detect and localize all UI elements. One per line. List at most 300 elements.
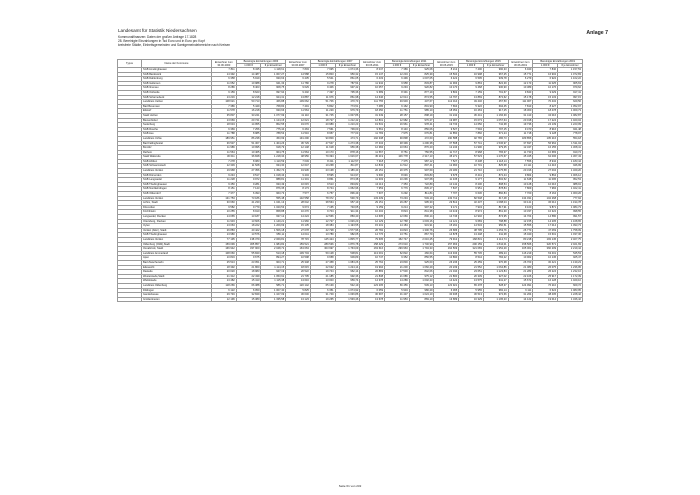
cell-name: Landkreis Verden [142, 237, 212, 242]
cell-value: 9 278 [310, 81, 335, 86]
cell-value: 305 857 [236, 242, 261, 247]
cell-value: 1 088,04 [483, 201, 508, 206]
cell-value: 1 236,95 [558, 265, 583, 270]
cell-value: 911,38 [483, 233, 508, 238]
cell-value: 36 848 [236, 155, 261, 160]
cell-value: 191 290 [286, 136, 311, 141]
cell-value: 158 429 [360, 242, 385, 247]
cell-value: 1 077,99 [261, 113, 286, 118]
cell-value: 9 779 [236, 205, 261, 210]
cell-value: 11 648 [508, 178, 533, 183]
cell-value: 20 020 [212, 270, 237, 275]
cell-value: 21 086 [385, 274, 410, 279]
col-header-einzahlungen-label: Bereinigte Einzahlungen [243, 60, 272, 63]
cell-name: SGB Oldendorf [142, 192, 212, 197]
cell-value: 962,14 [335, 270, 360, 275]
cell-value: 874,38 [335, 178, 360, 183]
cell-value: 11 095 [533, 178, 558, 183]
cell-value: 7 860 [459, 132, 484, 137]
cell-value: 997,15 [558, 95, 583, 100]
cell-value: 11 730 [508, 150, 533, 155]
cell-value: 6 358 [212, 77, 237, 82]
cell-value: 163 616 [360, 247, 385, 252]
col-header-einwohner-date: 30.06.2007 [291, 63, 305, 67]
cell-value: 10 465 [236, 150, 261, 155]
cell-value: 472,60 [409, 136, 434, 141]
cell-value: 14 746 [434, 215, 459, 220]
cell-value: 158 566 [508, 242, 533, 247]
cell-value: 20 741 [236, 118, 261, 123]
cell-value: 10 016 [533, 182, 558, 187]
cell-value: 1 329,20 [558, 169, 583, 174]
cell-value: 78 372 [310, 196, 335, 201]
cell-value: 26 703 [508, 260, 533, 265]
cell-value: 1 172,39 [558, 274, 583, 279]
cell-value: 57 523 [459, 155, 484, 160]
cell-value: 1 194,78 [558, 201, 583, 206]
col-header-typ: Typus [118, 60, 142, 68]
cell-value: 65 139 [310, 283, 335, 288]
table-row [118, 297, 583, 302]
cell-value: 985,10 [409, 109, 434, 114]
cell-value: 1 758,09 [558, 228, 583, 233]
cell-value: 104 268 [533, 196, 558, 201]
cell-value: 876,35 [261, 187, 286, 192]
cell-value: 21 800 [434, 274, 459, 279]
cell-name: Landkreis Verden [142, 169, 212, 174]
cell-value: 878,84 [483, 187, 508, 192]
cell-value: 798,88 [483, 219, 508, 224]
cell-name: SGB Schwarmstedt [142, 164, 212, 169]
cell-value: 11 990 [459, 146, 484, 151]
cell-value: 7 490 [459, 68, 484, 73]
cell-value: 23 830 [385, 260, 410, 265]
cell-value: 14 065 [212, 215, 237, 220]
cell-value: 66 456 [385, 283, 410, 288]
cell-value: 1 209,69 [261, 224, 286, 229]
cell-value: 1 195,23 [483, 297, 508, 302]
cell-name: SGB Thedinghausen [142, 233, 212, 238]
cell-value: 11 228 [212, 178, 237, 183]
cell-value: 8 438 [459, 159, 484, 164]
cell-value: 8 151 [212, 187, 237, 192]
cell-value: 45 345 [508, 155, 533, 160]
cell-value: 13 669 [212, 118, 237, 123]
cell-value: 11 564 [286, 150, 311, 155]
cell-value: 888,81 [261, 178, 286, 183]
cell-value: 29 749 [212, 293, 237, 298]
cell-name: Landkreis Oldenburg [142, 283, 212, 288]
cell-value: 10 701 [459, 164, 484, 169]
cell-value: 20 316 [508, 169, 533, 174]
cell-value: 1 183,44 [558, 159, 583, 164]
cell-value: 8 286 [212, 86, 237, 91]
cell-value: 9 527 [434, 127, 459, 132]
cell-value: 1 157,53 [558, 68, 583, 73]
cell-value: 19 531 [360, 123, 385, 128]
cell-value: 113 001 [360, 251, 385, 256]
cell-value: 11 652 [212, 81, 237, 86]
cell-value: 164 509 [434, 247, 459, 252]
cell-value: 10 962 [508, 256, 533, 261]
cell-value: 38 564 [310, 201, 335, 206]
cell-value: 8 595 [310, 173, 335, 178]
col-header-pk: € je Einwohner [558, 64, 583, 68]
cell-value: 10 255 [212, 210, 237, 215]
cell-value: 925,08 [409, 68, 434, 73]
col-header-einwohner [360, 60, 385, 68]
cell-value: 20 989 [310, 123, 335, 128]
cell-value: 1 270,67 [483, 155, 508, 160]
cell-value: 784,22 [483, 256, 508, 261]
col-header-einwohner-label: Einwohner zum [289, 60, 307, 64]
cell-value: 1 805,77 [335, 237, 360, 242]
cell-value: 872,62 [483, 95, 508, 100]
table-header-row [118, 60, 583, 64]
cell-value: 1 453,76 [483, 228, 508, 233]
cell-value: 1 003,16 [409, 219, 434, 224]
cell-name: SGB Amelinghausen [142, 68, 212, 73]
cell-value: 159 521 [286, 242, 311, 247]
cell-value: 11 516 [286, 132, 311, 137]
subtitle-line: 28. Bereinigte Einzahlungen in Tsd Euro und in Euro pro Kopf [118, 38, 205, 43]
cell-value: 982,14 [483, 288, 508, 293]
cell-value: 31 349 [360, 113, 385, 118]
cell-value: 1 193,55 [335, 224, 360, 229]
cell-value: 6 624 [533, 288, 558, 293]
document-header [118, 28, 578, 47]
cell-value: 55 745 [459, 251, 484, 256]
cell-value: 166 942 [212, 247, 237, 252]
cell-value: 950,32 [335, 72, 360, 77]
cell-value: 972,66 [483, 293, 508, 298]
cell-value: 2 048,72 [261, 247, 286, 252]
cell-value: 1 007,27 [261, 72, 286, 77]
cell-value: 7 700 [508, 192, 533, 197]
cell-value: 8 391 [385, 90, 410, 95]
col-header-einzahlungen [459, 60, 508, 64]
col-header-einwohner-label: Einwohner zum [363, 60, 382, 64]
cell-value: 14 878 [434, 233, 459, 238]
cell-value: 10 598 [286, 256, 311, 261]
cell-value: 12 621 [286, 118, 311, 123]
cell-value: 927,02 [483, 274, 508, 279]
cell-value: 48 956 [286, 155, 311, 160]
cell-value: 14 534 [459, 224, 484, 229]
cell-value: 18 450 [360, 109, 385, 114]
cell-value: 79 394 [310, 155, 335, 160]
cell-value: 10 015 [286, 182, 311, 187]
cell-value: 13 887 [286, 95, 311, 100]
cell-value: 11 993 [434, 81, 459, 86]
cell-value: 10 419 [434, 210, 459, 215]
cell-value: 18 392 [212, 265, 237, 270]
cell-value: 8 211 [310, 159, 335, 164]
cell-value: 23 138 [310, 169, 335, 174]
cell-value: 8 544 [459, 256, 484, 261]
cell-value: 5 825 [286, 288, 311, 293]
cell-value: 920,82 [409, 86, 434, 91]
cell-value: 1 112,57 [335, 159, 360, 164]
cell-value: 1 083,26 [335, 260, 360, 265]
cell-value: 9 352 [385, 256, 410, 261]
cell-value: 21 044 [434, 270, 459, 275]
cell-value: 7 811 [212, 68, 237, 73]
cell-value: 1 006,12 [558, 173, 583, 178]
cell-value: 123 921 [434, 283, 459, 288]
cell-value: 24 139 [533, 123, 558, 128]
cell-value: 12 204 [385, 72, 410, 77]
cell-value: 897,41 [409, 164, 434, 169]
cell-name: Großenkneten [142, 297, 212, 302]
cell-value: 22 439 [236, 274, 261, 279]
page-number: Seite 61 von 232 [338, 484, 362, 488]
cell-value: 13 869 [459, 95, 484, 100]
cell-value: 14 588 [286, 72, 311, 77]
cell-value: 7 975 [385, 132, 410, 137]
cell-value: 9 658 [310, 256, 335, 261]
cell-name: SGB Aue [142, 132, 212, 137]
cell-value: 11 953 [385, 297, 410, 302]
cell-value: 19 070 [286, 123, 311, 128]
cell-value: 1 511,04 [558, 141, 583, 146]
cell-value: 9 402 [286, 90, 311, 95]
cell-value: 12 347 [508, 146, 533, 151]
cell-value: 10 145 [533, 256, 558, 261]
cell-value: 18 222 [236, 224, 261, 229]
cell-value: 883,40 [335, 215, 360, 220]
cell-value: 959,74 [335, 279, 360, 284]
cell-value: 19 736 [508, 123, 533, 128]
cell-value: 11 751 [385, 109, 410, 114]
cell-value: 1 506,18 [261, 228, 286, 233]
cell-value: 189 951 [212, 136, 237, 141]
cell-value: 7 485 [360, 104, 385, 109]
cell-value: 1 616,67 [335, 155, 360, 160]
cell-value: 947,19 [261, 270, 286, 275]
cell-value: 273 610 [385, 242, 410, 247]
cell-value: 12 339 [212, 164, 237, 169]
cell-name: Oldenburg (Oldb),Stadt [142, 242, 212, 247]
cell-value: 924,31 [261, 95, 286, 100]
cell-value: 1 018,43 [261, 173, 286, 178]
cell-value: 9 871 [533, 205, 558, 210]
cell-name: SGB Langwedel [142, 178, 212, 183]
cell-value: 32 849 [236, 293, 261, 298]
cell-value: 1 984,82 [261, 242, 286, 247]
cell-name: Ganderkesee [142, 293, 212, 298]
cell-value: 1 009,73 [558, 109, 583, 114]
cell-value: 13 575 [459, 279, 484, 284]
cell-value: 9 972 [236, 178, 261, 183]
cell-value: 5 802 [310, 104, 335, 109]
cell-value: 1 053,91 [261, 274, 286, 279]
cell-value: 8 140 [385, 127, 410, 132]
cell-value: 19 265 [310, 297, 335, 302]
cell-value: 979,79 [335, 109, 360, 114]
cell-value: 11 618 [310, 146, 335, 151]
cell-name: SGB Dahlenburg [142, 77, 212, 82]
cell-value: 861,98 [335, 95, 360, 100]
cell-value: 47 547 [310, 141, 335, 146]
cell-value: 1 041,13 [261, 201, 286, 206]
cell-value: 165 001 [508, 247, 533, 252]
cell-value: 11 229 [310, 109, 335, 114]
cell-name: Bomlitz [142, 146, 212, 151]
cell-name: Kirchlinteln [142, 210, 212, 215]
cell-value: 1 577,96 [335, 228, 360, 233]
cell-value: 10 988 [236, 81, 261, 86]
cell-value: 8 200 [459, 182, 484, 187]
cell-value: 7 847 [434, 187, 459, 192]
cell-value: 8 212 [434, 68, 459, 73]
cell-value: 116 219 [508, 251, 533, 256]
cell-value: 8 744 [310, 187, 335, 192]
cell-value: 31 749 [310, 293, 335, 298]
cell-value: 1 022,41 [558, 187, 583, 192]
cell-value: 366 209 [533, 247, 558, 252]
cell-value: 7 607 [360, 192, 385, 197]
cell-value: 7 389 [385, 68, 410, 73]
cell-value: 15 601 [533, 233, 558, 238]
cell-value: 474,71 [335, 136, 360, 141]
cell-value: 20 151 [360, 169, 385, 174]
cell-value: 192 338 [360, 136, 385, 141]
cell-value: 38 405 [533, 293, 558, 298]
cell-value: 970,38 [483, 260, 508, 265]
cell-value: 12 727 [310, 219, 335, 224]
cell-value: 14 122 [508, 297, 533, 302]
cell-value: 30 945 [434, 293, 459, 298]
cell-value: 6 279 [508, 77, 533, 82]
cell-value: 6 369 [212, 127, 237, 132]
cell-value: 20 239 [434, 265, 459, 270]
cell-value: 8 910 [236, 210, 261, 215]
cell-value: 13 003 [310, 279, 335, 284]
cell-name: Langwedel, Flecken [142, 215, 212, 220]
cell-value: 1 082,87 [558, 113, 583, 118]
cell-value: 14 797 [434, 95, 459, 100]
cell-value: 36 012 [533, 201, 558, 206]
cell-value: 918,79 [261, 146, 286, 151]
cell-value: 21 860 [236, 265, 261, 270]
cell-value: 1 007,86 [335, 113, 360, 118]
cell-value: 917,41 [558, 90, 583, 95]
cell-value: 25 348 [286, 260, 311, 265]
cell-value: 957,19 [335, 201, 360, 206]
cell-value: 856,55 [409, 256, 434, 261]
cell-value: 14 650 [459, 123, 484, 128]
cell-name: Bad Zwischenahn [142, 260, 212, 265]
cell-value: 12 173 [508, 81, 533, 86]
cell-value: 9 171 [434, 205, 459, 210]
cell-value: 15 073 [459, 118, 484, 123]
cell-value: 22 632 [310, 265, 335, 270]
cell-value: 676,81 [409, 132, 434, 137]
cell-value: 6 393 [236, 192, 261, 197]
cell-value: 1 232,16 [558, 270, 583, 275]
cell-value: 13 063 [212, 224, 237, 229]
cell-value: 7 278 [212, 159, 237, 164]
cell-value: 12 801 [360, 118, 385, 123]
cell-value: 10 402 [360, 210, 385, 215]
cell-value: 14 392 [212, 72, 237, 77]
cell-value: 466,64 [409, 251, 434, 256]
cell-value: 9 029 [533, 90, 558, 95]
cell-value: 791,67 [483, 90, 508, 95]
cell-value: 6 595 [459, 77, 484, 82]
cell-value: 132 558 [286, 196, 311, 201]
cell-value: 987,12 [409, 159, 434, 164]
cell-value: 14 776 [360, 233, 385, 238]
cell-value: 105 216 [533, 136, 558, 141]
col-header-einzahlungen-year: 2015 [494, 60, 501, 63]
cell-value: 9 128 [533, 132, 558, 137]
cell-name: Landkreis Verden [142, 196, 212, 201]
cell-value: 17 224 [533, 118, 558, 123]
cell-value: 877,19 [409, 90, 434, 95]
cell-value: 1 746,99 [409, 242, 434, 247]
cell-value: 55 840 [236, 251, 261, 256]
cell-value: 11 717 [434, 150, 459, 155]
cell-value: 6 059 [360, 288, 385, 293]
cell-value: 10 296 [385, 178, 410, 183]
cell-value: 1 794,33 [409, 247, 434, 252]
cell-value: 1 060,29 [409, 265, 434, 270]
cell-value: 37 568 [434, 141, 459, 146]
cell-value: 27 078 [286, 228, 311, 233]
cell-value: 90 898 [385, 136, 410, 141]
cell-value: 1 064,86 [483, 265, 508, 270]
cell-value: 14 580 [533, 215, 558, 220]
cell-value: 21 080 [508, 265, 533, 270]
cell-value: 9 159 [360, 205, 385, 210]
cell-value: 13 689 [434, 297, 459, 302]
cell-value: 542,19 [335, 283, 360, 288]
cell-value: 1 093,73 [558, 224, 583, 229]
cell-value: 934,30 [261, 164, 286, 169]
finance-table [117, 59, 583, 302]
cell-value: 73 186 [236, 196, 261, 201]
cell-value: 845,17 [409, 187, 434, 192]
cell-value: 49 446 [459, 100, 484, 105]
cell-value: 909,89 [335, 256, 360, 261]
cell-value: 7 527 [434, 159, 459, 164]
cell-value: 898,19 [409, 113, 434, 118]
cell-name: SGB Gellersen [142, 81, 212, 86]
cell-value: 1 166,39 [483, 113, 508, 118]
cell-value: 1 020,53 [261, 205, 286, 210]
cell-value: 16 961 [385, 123, 410, 128]
cell-value: 9 281 [236, 182, 261, 187]
cell-value: 8 916 [533, 127, 558, 132]
cell-value: 31 264 [508, 293, 533, 298]
cell-value: 7 386 [212, 104, 237, 109]
cell-value: 7 561 [310, 127, 335, 132]
cell-value: 8 435 [236, 68, 261, 73]
cell-value: 9 404 [286, 173, 311, 178]
cell-value: 7 491 [286, 104, 311, 109]
cell-value: 9 177 [459, 178, 484, 183]
cell-name: Landkreis Uchte [142, 136, 212, 141]
col-header-pk: € je Einwohner [409, 64, 434, 68]
cell-value: 106 778 [385, 155, 410, 160]
cell-value: 7 318 [360, 159, 385, 164]
subtitle-line: Kommunalfinanzen: Daten der großen Anfrage 17.1828 [118, 34, 197, 39]
cell-value: 21 838 [360, 274, 385, 279]
col-header-tsd: 1.000 € [310, 64, 335, 68]
cell-name: Landkreis Ammerland [142, 251, 212, 256]
